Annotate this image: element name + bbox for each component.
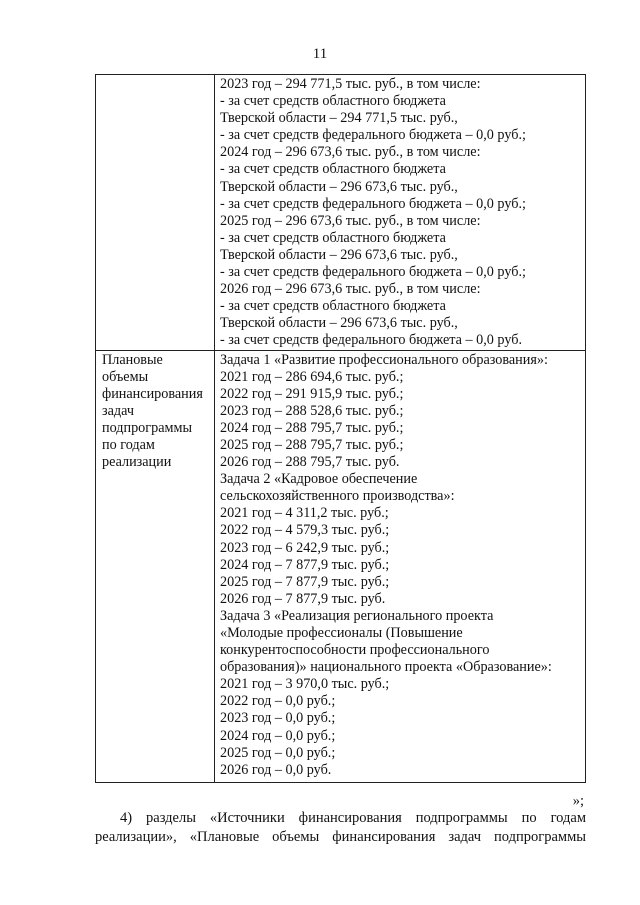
text-line: 2026 год – 0,0 руб.: [220, 761, 332, 778]
label-line: по годам: [102, 436, 155, 453]
table-cell-label-empty: [96, 75, 215, 351]
text-line: 2023 год – 0,0 руб.;: [220, 710, 336, 727]
text-line: 2025 год – 0,0 руб.;: [220, 744, 336, 761]
text-line: 2024 год – 296 673,6 тыс. руб., в том числе:: [220, 144, 481, 161]
paragraph-line: реализации», «Плановые объемы финансирования задач подпрограммы: [95, 829, 586, 845]
text-line: 2023 год – 294 771,5 тыс. руб., в том числе:: [220, 76, 481, 92]
text-line: Задача 2 «Кадровое обеспечение: [220, 471, 418, 488]
label-line: Плановые: [102, 351, 163, 368]
closing-quote: »;: [572, 793, 584, 809]
label-line: подпрограммы: [102, 419, 192, 436]
amendment-paragraph: [95, 809, 586, 847]
text-line: 2022 год – 0,0 руб.;: [220, 693, 336, 710]
text-line: - за счет средств федерального бюджета – 0,0 руб.;: [220, 264, 526, 281]
text-line: 2026 год – 296 673,6 тыс. руб., в том числе:: [220, 281, 481, 298]
text-line: Задача 1 «Развитие профессионального образования»:: [220, 351, 548, 368]
text-line: 2025 год – 7 877,9 тыс. руб.;: [220, 573, 390, 590]
text-line: «Молодые профессионалы (Повышение: [220, 625, 463, 641]
text-line: 2026 год – 288 795,7 тыс. руб.: [220, 454, 400, 471]
text-line: - за счет средств областного бюджета: [220, 298, 446, 315]
text-line: образования)» национального проекта «Образование»:: [220, 659, 552, 676]
paragraph-line: 4) разделы «Источники финансирования подпрограммы по годам: [120, 810, 586, 826]
label-line: финансирования: [102, 385, 203, 402]
text-line: 2023 год – 6 242,9 тыс. руб.;: [220, 539, 390, 556]
text-line: - за счет средств областного бюджета: [220, 161, 446, 178]
financing-table: [95, 74, 586, 783]
text-line: 2025 год – 296 673,6 тыс. руб., в том числе:: [220, 212, 481, 229]
text-line: 2021 год – 286 694,6 тыс. руб.;: [220, 368, 404, 385]
text-line: 2024 год – 288 795,7 тыс. руб.;: [220, 419, 404, 436]
text-line: 2021 год – 4 311,2 тыс. руб.;: [220, 505, 389, 522]
label-line: реализации: [102, 454, 172, 471]
text-line: Тверской области – 294 771,5 тыс. руб.,: [220, 110, 458, 127]
text-line: 2024 год – 7 877,9 тыс. руб.;: [220, 556, 390, 573]
text-line: 2026 год – 7 877,9 тыс. руб.: [220, 590, 386, 607]
text-line: 2023 год – 288 528,6 тыс. руб.;: [220, 402, 404, 419]
table-row-budget-by-year: [96, 75, 586, 351]
label-line: задач: [102, 402, 134, 419]
text-line: - за счет средств областного бюджета: [220, 229, 446, 246]
text-line: Задача 3 «Реализация регионального проекта: [220, 607, 494, 624]
text-line: - за счет средств областного бюджета: [220, 93, 446, 110]
text-line: - за счет средств федерального бюджета – 0,0 руб.;: [220, 127, 526, 144]
table-cell-label-planned-volumes: [96, 350, 215, 782]
text-line: Тверской области – 296 673,6 тыс. руб.,: [220, 315, 458, 332]
table-row-planned-volumes: [96, 350, 586, 782]
row-label: [96, 75, 214, 76]
text-line: Тверской области – 296 673,6 тыс. руб.,: [220, 246, 458, 263]
text-line: 2021 год – 3 970,0 тыс. руб.;: [220, 676, 390, 693]
text-line: 2022 год – 4 579,3 тыс. руб.;: [220, 522, 390, 539]
text-line: - за счет средств федерального бюджета – 0,0 руб.;: [220, 195, 526, 212]
text-line: Тверской области – 296 673,6 тыс. руб.,: [220, 178, 458, 195]
text-line: 2025 год – 288 795,7 тыс. руб.;: [220, 436, 404, 453]
text-line: 2024 год – 0,0 руб.;: [220, 727, 336, 744]
table-cell-budget-by-year: [215, 75, 586, 351]
text-line: сельскохозяйственного производства»:: [220, 488, 455, 505]
page-number: 11: [312, 46, 328, 62]
text-line: - за счет средств федерального бюджета – 0,0 руб.: [220, 332, 522, 349]
table-cell-task-volumes: [215, 350, 586, 782]
text-line: 2022 год – 291 915,9 тыс. руб.;: [220, 385, 404, 402]
label-line: объемы: [102, 368, 149, 385]
text-line: конкурентоспособности профессионального: [220, 642, 490, 659]
